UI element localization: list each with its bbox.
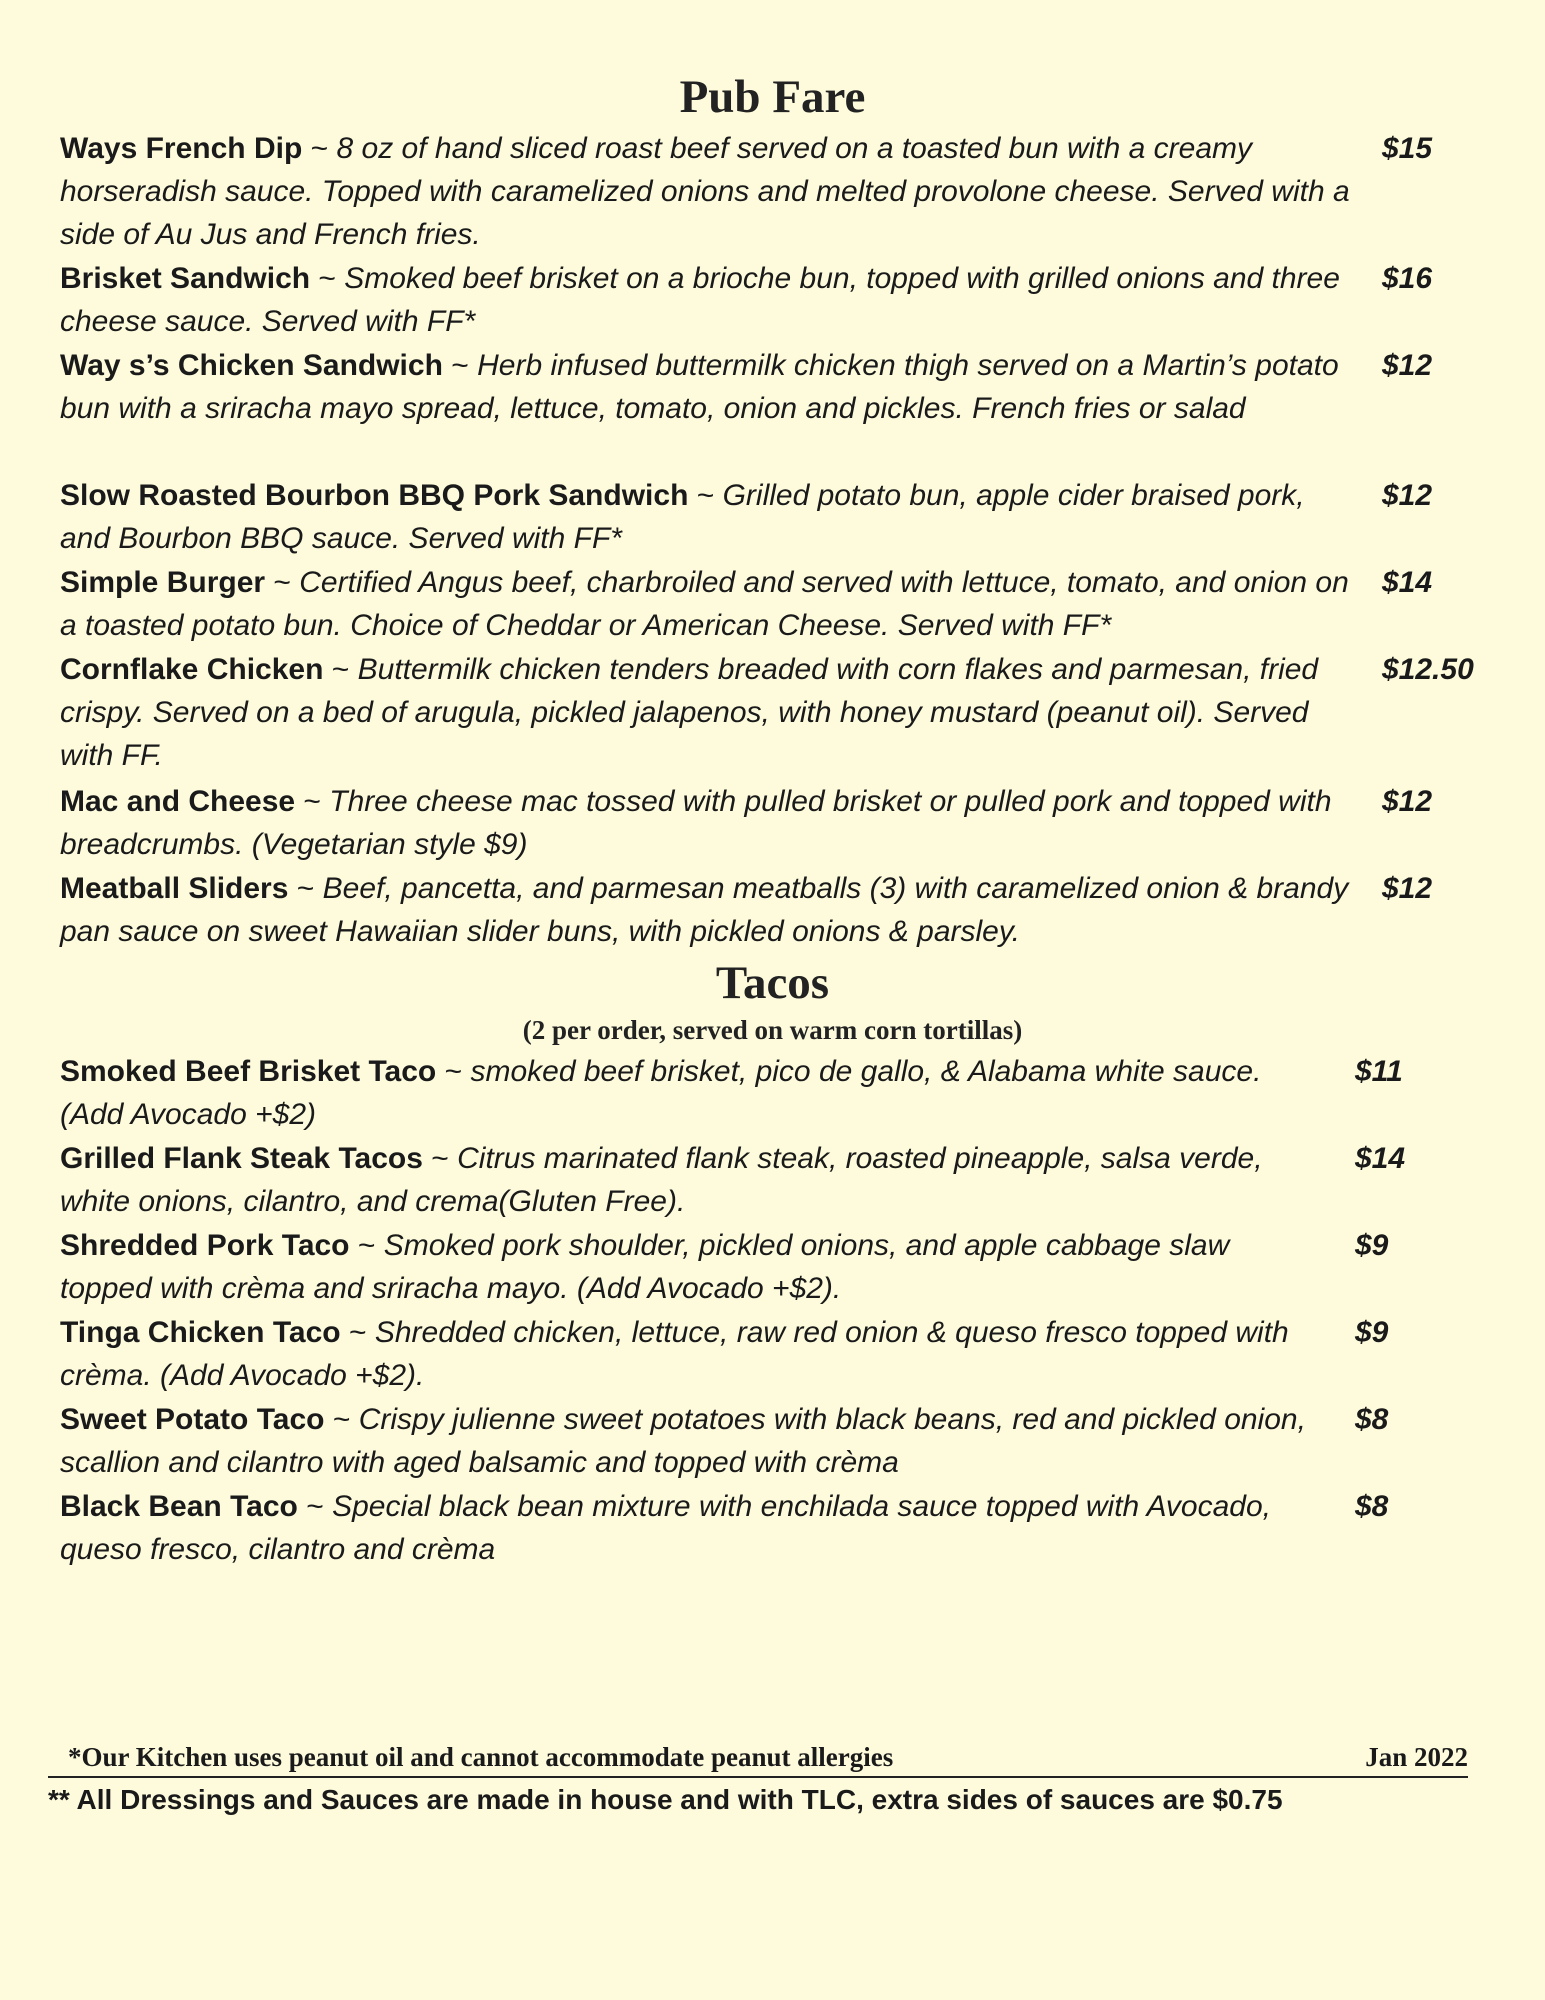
item-price: $12 (1382, 785, 1433, 818)
item-name: Slow Roasted Bourbon BBQ Pork Sandwich (60, 479, 689, 512)
item-name: Meatball Sliders (60, 872, 289, 905)
item-price: $9 (1355, 1316, 1389, 1349)
item-name: Grilled Flank Steak Tacos (60, 1142, 423, 1175)
item-desc: Smoked beef brisket on a brioche bun, topped with grilled onions and three cheese sauce. Served with FF* (60, 262, 1340, 338)
menu-item: Simple Burger ~ Certified Angus beef, charbroiled and served with lettuce, tomato, and onion on a toasted potato bun. Choice of Cheddar or American Cheese. Served with FF* $14 (60, 561, 1360, 647)
item-price: $14 (1382, 566, 1433, 599)
item-name: Brisket Sandwich (60, 262, 311, 295)
item-price: $9 (1355, 1229, 1389, 1262)
menu-item: Tinga Chicken Taco ~ Shredded chicken, lettuce, raw red onion & queso fresco topped with crèma. (Add Avocado +$2). $9 (60, 1311, 1320, 1397)
item-desc: Certified Angus beef, charbroiled and served with lettuce, tomato, and onion on a toasted potato bun. Choice of Cheddar or American Cheese. Served with FF* (60, 566, 1349, 642)
menu-item: Brisket Sandwich ~ Smoked beef brisket on a brioche bun, topped with grilled onions and three cheese sauce. Served with FF* $16 (60, 257, 1360, 343)
menu-item: Cornflake Chicken ~ Buttermilk chicken tenders breaded with corn flakes and parmesan, fried crispy. Served on a bed of arugula, pickled jalapenos, with honey mustard (peanut oil). Served with FF. $12.50 (60, 648, 1360, 777)
item-desc: Buttermilk chicken tenders breaded with corn flakes and parmesan, fried crispy. Served on a bed of arugula, pickled jalapenos, with honey mustard (peanut oil). Served with FF. (60, 653, 1319, 772)
item-desc: Special black bean mixture with enchilada sauce topped with Avocado, queso fresco, cilantro and crèma (60, 1490, 1271, 1566)
item-name: Way s’s Chicken Sandwich (60, 349, 443, 382)
item-desc: Shredded chicken, lettuce, raw red onion & queso fresco topped with crèma. (Add Avocado +$2). (60, 1316, 1289, 1392)
menu-item: Black Bean Taco ~ Special black bean mixture with enchilada sauce topped with Avocado, queso fresco, cilantro and crèma $8 (60, 1485, 1320, 1571)
pub-fare-title: Pub Fare (679, 71, 866, 123)
item-price: $12.50 (1382, 653, 1474, 686)
item-name: Ways French Dip (60, 132, 303, 165)
item-name: Mac and Cheese (60, 785, 296, 818)
item-price: $12 (1382, 349, 1433, 382)
item-price: $11 (1355, 1055, 1403, 1088)
menu-item: Mac and Cheese ~ Three cheese mac tossed with pulled brisket or pulled pork and topped with breadcrumbs. (Vegetarian style $9) $12 (60, 780, 1360, 866)
tacos-subtitle: (2 per order, served on warm corn tortillas) (522, 1015, 1023, 1045)
menu-item: Way s’s Chicken Sandwich ~ Herb infused buttermilk chicken thigh served on a Martin’s potato bun with a sriracha mayo spread, lettuce, tomato, onion and pickles. French fries or salad $12 (60, 344, 1360, 430)
footer-allergy-line (48, 1742, 1468, 1778)
menu-item: Shredded Pork Taco ~ Smoked pork shoulder, pickled onions, and apple cabbage slaw topped with crèma and sriracha mayo. (Add Avocado +$2). $9 (60, 1224, 1320, 1310)
item-name: Shredded Pork Taco (60, 1229, 350, 1262)
item-name: Smoked Beef Brisket Taco (60, 1055, 437, 1088)
item-desc: Herb infused buttermilk chicken thigh served on a Martin’s potato bun with a sriracha mayo spread, lettuce, tomato, onion and pickles. French fries or salad (60, 349, 1339, 425)
menu-item: Smoked Beef Brisket Taco ~ smoked beef brisket, pico de gallo, & Alabama white sauce. (Add Avocado +$2) $11 (60, 1050, 1320, 1136)
menu-item: Ways French Dip ~ 8 oz of hand sliced roast beef served on a toasted bun with a creamy horseradish sauce. Topped with caramelized onions and melted provolone cheese. Served with a side of Au Jus and French fries. $15 (60, 127, 1360, 256)
item-desc: 8 oz of hand sliced roast beef served on a toasted bun with a creamy horseradish sauce. Topped with caramelized onions and melted provolone cheese. Served with a side of Au Jus and French fries. (60, 132, 1350, 251)
item-desc: smoked beef brisket, pico de gallo, & Alabama white sauce. (Add Avocado +$2) (60, 1055, 1262, 1131)
item-price: $12 (1382, 872, 1433, 905)
menu-item: Grilled Flank Steak Tacos ~ Citrus marinated flank steak, roasted pineapple, salsa verde, white onions, cilantro, and crema(Gluten Free). $14 (60, 1137, 1320, 1223)
item-name: Cornflake Chicken (60, 653, 324, 686)
item-price: $12 (1382, 479, 1433, 512)
tacos-title: Tacos (715, 957, 830, 1009)
item-name: Simple Burger (60, 566, 266, 599)
item-desc: Grilled potato bun, apple cider braised pork, and Bourbon BBQ sauce. Served with FF* (60, 479, 1305, 555)
item-price: $16 (1382, 262, 1433, 295)
item-price: $8 (1355, 1403, 1389, 1436)
menu-date: Jan 2022 (1365, 1742, 1468, 1772)
item-desc: Beef, pancetta, and parmesan meatballs (3) with caramelized onion & brandy pan sauce on sweet Hawaiian slider buns, with pickled onions & parsley. (60, 872, 1349, 948)
item-name: Tinga Chicken Taco (60, 1316, 341, 1349)
menu-item: Slow Roasted Bourbon BBQ Pork Sandwich ~ Grilled potato bun, apple cider braised pork, and Bourbon BBQ sauce. Served with FF* $12 (60, 474, 1360, 560)
sauces-note: ** All Dressings and Sauces are made in house and with TLC, extra sides of sauces are $0.75 (48, 1784, 1283, 1815)
item-name: Black Bean Taco (60, 1490, 298, 1523)
menu-item: Meatball Sliders ~ Beef, pancetta, and parmesan meatballs (3) with caramelized onion & brandy pan sauce on sweet Hawaiian slider buns, with pickled onions & parsley. $12 (60, 867, 1360, 953)
item-price: $14 (1355, 1142, 1406, 1175)
item-desc: Three cheese mac tossed with pulled brisket or pulled pork and topped with breadcrumbs. (Vegetarian style $9) (60, 785, 1332, 861)
item-price: $15 (1382, 132, 1433, 165)
item-desc: Smoked pork shoulder, pickled onions, and apple cabbage slaw topped with crèma and sriracha mayo. (Add Avocado +$2). (60, 1229, 1230, 1305)
peanut-allergy-note: *Our Kitchen uses peanut oil and cannot accommodate peanut allergies (68, 1742, 894, 1772)
menu-item: Sweet Potato Taco ~ Crispy julienne sweet potatoes with black beans, red and pickled onion, scallion and cilantro with aged balsamic and topped with crèma $8 (60, 1398, 1320, 1484)
item-desc: Citrus marinated flank steak, roasted pineapple, salsa verde, white onions, cilantro, and crema(Gluten Free). (60, 1142, 1263, 1218)
item-name: Sweet Potato Taco (60, 1403, 325, 1436)
item-price: $8 (1355, 1490, 1389, 1523)
item-desc: Crispy julienne sweet potatoes with black beans, red and pickled onion, scallion and cilantro with aged balsamic and topped with crèma (60, 1403, 1306, 1479)
